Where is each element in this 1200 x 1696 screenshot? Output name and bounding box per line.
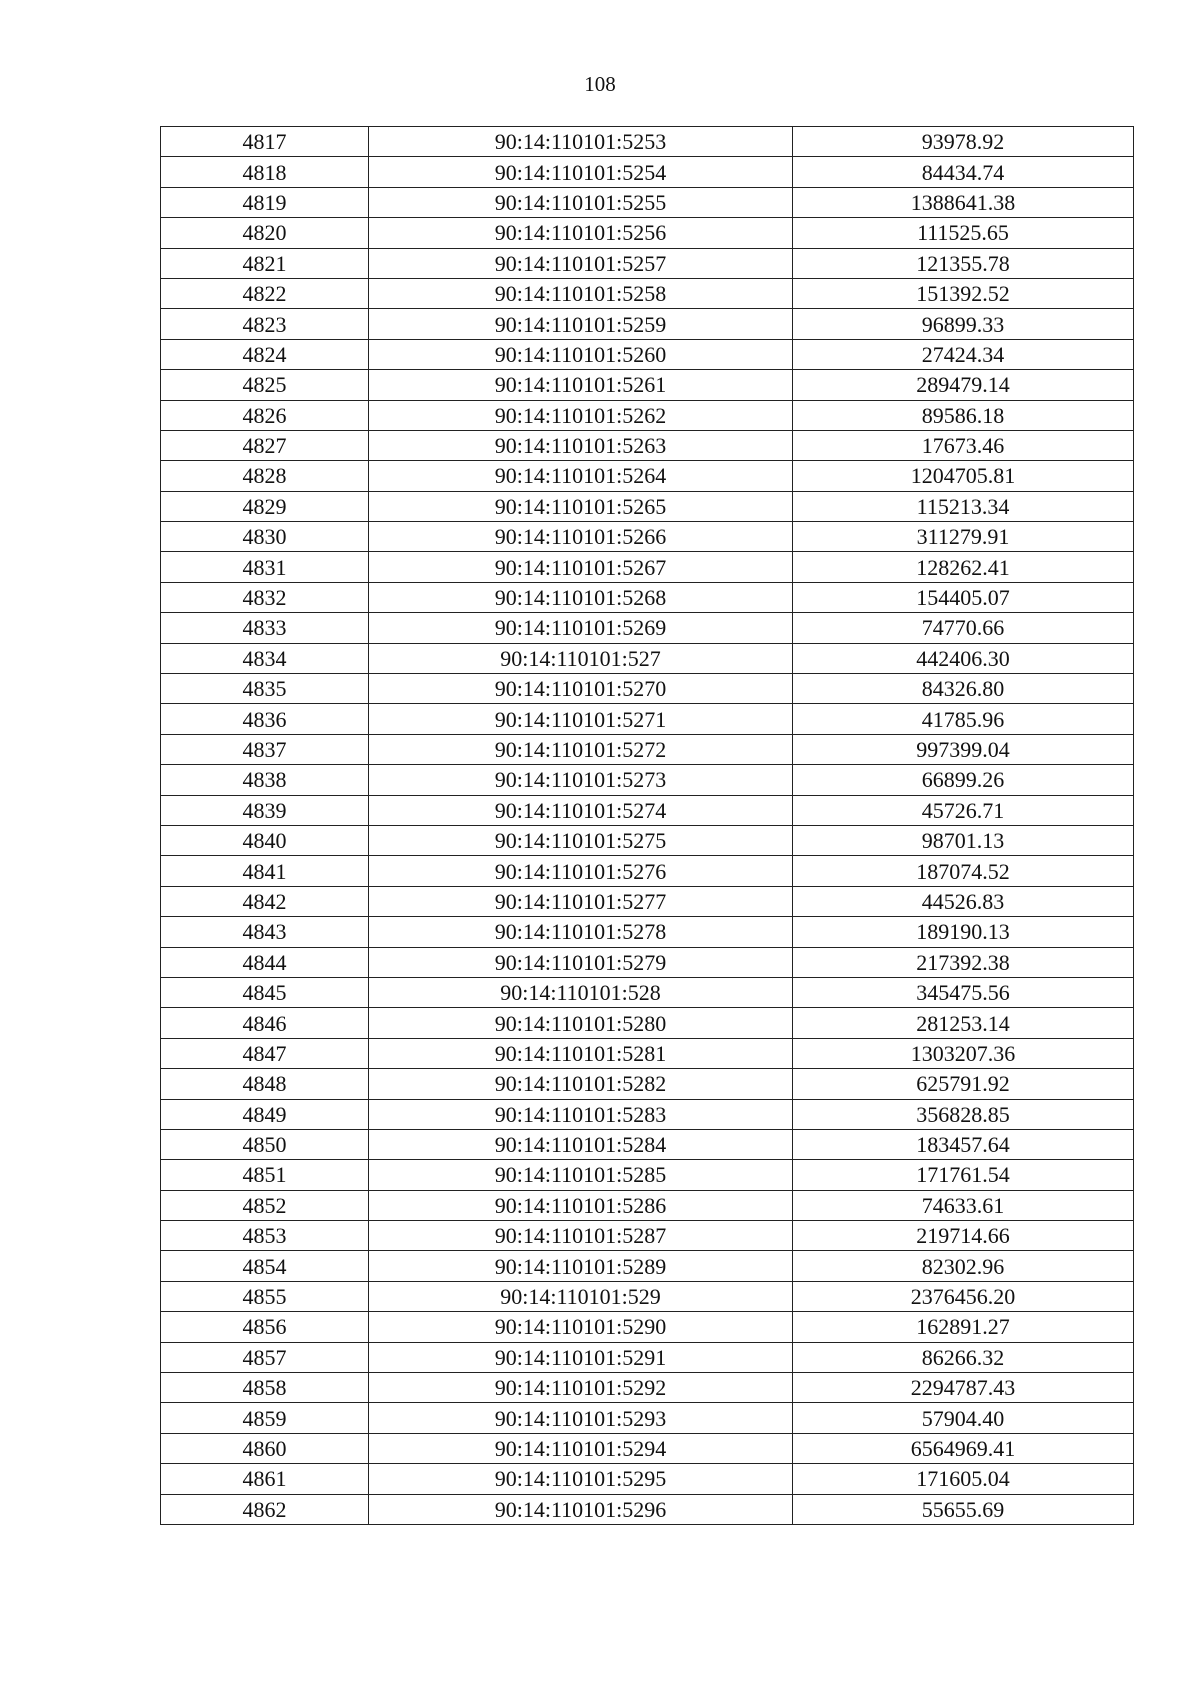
cadastral-number-cell: 90:14:110101:5270: [369, 674, 793, 704]
row-number-cell: 4846: [161, 1008, 369, 1038]
value-cell: 217392.38: [793, 947, 1134, 977]
row-number-cell: 4818: [161, 157, 369, 187]
table-row: [161, 704, 1134, 734]
cadastral-number-cell: 90:14:110101:5262: [369, 400, 793, 430]
row-number-cell: 4860: [161, 1433, 369, 1463]
value-cell: 345475.56: [793, 977, 1134, 1007]
value-cell: 171761.54: [793, 1160, 1134, 1190]
table-row: [161, 157, 1134, 187]
row-number-cell: 4817: [161, 127, 369, 157]
table-row: [161, 1069, 1134, 1099]
cadastral-number-cell: 90:14:110101:5293: [369, 1403, 793, 1433]
table-row: [161, 856, 1134, 886]
value-cell: 128262.41: [793, 552, 1134, 582]
cadastral-number-cell: 90:14:110101:5291: [369, 1342, 793, 1372]
cadastral-number-cell: 90:14:110101:5284: [369, 1129, 793, 1159]
row-number-cell: 4821: [161, 248, 369, 278]
cadastral-number-cell: 90:14:110101:5282: [369, 1069, 793, 1099]
value-cell: 171605.04: [793, 1464, 1134, 1494]
value-cell: 45726.71: [793, 795, 1134, 825]
cadastral-number-cell: 90:14:110101:5289: [369, 1251, 793, 1281]
row-number-cell: 4827: [161, 430, 369, 460]
value-cell: 442406.30: [793, 643, 1134, 673]
row-number-cell: 4838: [161, 765, 369, 795]
cadastral-number-cell: 90:14:110101:5279: [369, 947, 793, 977]
row-number-cell: 4843: [161, 917, 369, 947]
table-row: [161, 1433, 1134, 1463]
value-cell: 82302.96: [793, 1251, 1134, 1281]
table-row: [161, 674, 1134, 704]
value-cell: 154405.07: [793, 582, 1134, 612]
value-cell: 289479.14: [793, 370, 1134, 400]
value-cell: 57904.40: [793, 1403, 1134, 1433]
cadastral-number-cell: 90:14:110101:5258: [369, 278, 793, 308]
table-row: [161, 278, 1134, 308]
row-number-cell: 4823: [161, 309, 369, 339]
cadastral-number-cell: 90:14:110101:5295: [369, 1464, 793, 1494]
table-row: [161, 1494, 1134, 1524]
row-number-cell: 4820: [161, 218, 369, 248]
value-cell: 93978.92: [793, 127, 1134, 157]
row-number-cell: 4862: [161, 1494, 369, 1524]
table-row: [161, 795, 1134, 825]
cadastral-number-cell: 90:14:110101:5273: [369, 765, 793, 795]
table-row: [161, 1342, 1134, 1372]
row-number-cell: 4851: [161, 1160, 369, 1190]
table-row: [161, 187, 1134, 217]
value-cell: 187074.52: [793, 856, 1134, 886]
cadastral-number-cell: 90:14:110101:5253: [369, 127, 793, 157]
table-row: [161, 825, 1134, 855]
value-cell: 1388641.38: [793, 187, 1134, 217]
cadastral-number-cell: 90:14:110101:5269: [369, 613, 793, 643]
value-cell: 44526.83: [793, 886, 1134, 916]
cadastral-number-cell: 90:14:110101:5272: [369, 734, 793, 764]
cadastral-number-cell: 90:14:110101:5281: [369, 1038, 793, 1068]
table-row: [161, 339, 1134, 369]
row-number-cell: 4858: [161, 1373, 369, 1403]
value-cell: 1303207.36: [793, 1038, 1134, 1068]
value-cell: 2376456.20: [793, 1281, 1134, 1311]
cadastral-number-cell: 90:14:110101:5266: [369, 522, 793, 552]
table-row: [161, 552, 1134, 582]
value-cell: 162891.27: [793, 1312, 1134, 1342]
row-number-cell: 4842: [161, 886, 369, 916]
row-number-cell: 4856: [161, 1312, 369, 1342]
row-number-cell: 4831: [161, 552, 369, 582]
cadastral-number-cell: 90:14:110101:5286: [369, 1190, 793, 1220]
table-row: [161, 977, 1134, 1007]
value-cell: 17673.46: [793, 430, 1134, 460]
cadastral-table: [160, 126, 1134, 1525]
cadastral-number-cell: 90:14:110101:5296: [369, 1494, 793, 1524]
cadastral-number-cell: 90:14:110101:5271: [369, 704, 793, 734]
row-number-cell: 4854: [161, 1251, 369, 1281]
value-cell: 281253.14: [793, 1008, 1134, 1038]
table-row: [161, 218, 1134, 248]
value-cell: 66899.26: [793, 765, 1134, 795]
cadastral-number-cell: 90:14:110101:5285: [369, 1160, 793, 1190]
value-cell: 219714.66: [793, 1221, 1134, 1251]
row-number-cell: 4834: [161, 643, 369, 673]
row-number-cell: 4826: [161, 400, 369, 430]
value-cell: 2294787.43: [793, 1373, 1134, 1403]
row-number-cell: 4859: [161, 1403, 369, 1433]
cadastral-number-cell: 90:14:110101:5255: [369, 187, 793, 217]
value-cell: 84326.80: [793, 674, 1134, 704]
row-number-cell: 4836: [161, 704, 369, 734]
value-cell: 74770.66: [793, 613, 1134, 643]
cadastral-number-cell: 90:14:110101:527: [369, 643, 793, 673]
value-cell: 121355.78: [793, 248, 1134, 278]
cadastral-number-cell: 90:14:110101:5260: [369, 339, 793, 369]
row-number-cell: 4852: [161, 1190, 369, 1220]
value-cell: 1204705.81: [793, 461, 1134, 491]
table-row: [161, 491, 1134, 521]
cadastral-number-cell: 90:14:110101:5264: [369, 461, 793, 491]
table-row: [161, 947, 1134, 977]
table-row: [161, 1008, 1134, 1038]
cadastral-number-cell: 90:14:110101:5276: [369, 856, 793, 886]
value-cell: 151392.52: [793, 278, 1134, 308]
cadastral-number-cell: 90:14:110101:529: [369, 1281, 793, 1311]
table-row: [161, 400, 1134, 430]
value-cell: 41785.96: [793, 704, 1134, 734]
row-number-cell: 4855: [161, 1281, 369, 1311]
table-row: [161, 127, 1134, 157]
value-cell: 189190.13: [793, 917, 1134, 947]
value-cell: 111525.65: [793, 218, 1134, 248]
row-number-cell: 4861: [161, 1464, 369, 1494]
row-number-cell: 4832: [161, 582, 369, 612]
table-row: [161, 309, 1134, 339]
value-cell: 74633.61: [793, 1190, 1134, 1220]
cadastral-number-cell: 90:14:110101:5256: [369, 218, 793, 248]
table-row: [161, 765, 1134, 795]
row-number-cell: 4824: [161, 339, 369, 369]
row-number-cell: 4830: [161, 522, 369, 552]
value-cell: 625791.92: [793, 1069, 1134, 1099]
value-cell: 89586.18: [793, 400, 1134, 430]
table-row: [161, 1281, 1134, 1311]
table-row: [161, 430, 1134, 460]
cadastral-number-cell: 90:14:110101:5254: [369, 157, 793, 187]
table-row: [161, 734, 1134, 764]
cadastral-number-cell: 90:14:110101:5267: [369, 552, 793, 582]
cadastral-number-cell: 90:14:110101:5287: [369, 1221, 793, 1251]
cadastral-number-cell: 90:14:110101:5294: [369, 1433, 793, 1463]
row-number-cell: 4847: [161, 1038, 369, 1068]
table-row: [161, 1099, 1134, 1129]
row-number-cell: 4841: [161, 856, 369, 886]
table-row: [161, 613, 1134, 643]
row-number-cell: 4839: [161, 795, 369, 825]
cadastral-number-cell: 90:14:110101:528: [369, 977, 793, 1007]
row-number-cell: 4822: [161, 278, 369, 308]
row-number-cell: 4848: [161, 1069, 369, 1099]
value-cell: 96899.33: [793, 309, 1134, 339]
table-row: [161, 1373, 1134, 1403]
table-row: [161, 1251, 1134, 1281]
value-cell: 55655.69: [793, 1494, 1134, 1524]
value-cell: 98701.13: [793, 825, 1134, 855]
table-row: [161, 886, 1134, 916]
table-row: [161, 1464, 1134, 1494]
cadastral-number-cell: 90:14:110101:5290: [369, 1312, 793, 1342]
row-number-cell: 4840: [161, 825, 369, 855]
table-row: [161, 582, 1134, 612]
table-row: [161, 917, 1134, 947]
table-row: [161, 370, 1134, 400]
row-number-cell: 4850: [161, 1129, 369, 1159]
cadastral-number-cell: 90:14:110101:5265: [369, 491, 793, 521]
cadastral-number-cell: 90:14:110101:5274: [369, 795, 793, 825]
row-number-cell: 4825: [161, 370, 369, 400]
row-number-cell: 4853: [161, 1221, 369, 1251]
table-row: [161, 1312, 1134, 1342]
row-number-cell: 4844: [161, 947, 369, 977]
cadastral-number-cell: 90:14:110101:5259: [369, 309, 793, 339]
table-row: [161, 1160, 1134, 1190]
row-number-cell: 4819: [161, 187, 369, 217]
table-row: [161, 522, 1134, 552]
cadastral-number-cell: 90:14:110101:5280: [369, 1008, 793, 1038]
cadastral-number-cell: 90:14:110101:5257: [369, 248, 793, 278]
table-row: [161, 1129, 1134, 1159]
table-body: [161, 127, 1134, 1525]
table-row: [161, 1038, 1134, 1068]
cadastral-number-cell: 90:14:110101:5283: [369, 1099, 793, 1129]
cadastral-number-cell: 90:14:110101:5268: [369, 582, 793, 612]
row-number-cell: 4835: [161, 674, 369, 704]
value-cell: 27424.34: [793, 339, 1134, 369]
cadastral-number-cell: 90:14:110101:5275: [369, 825, 793, 855]
row-number-cell: 4833: [161, 613, 369, 643]
cadastral-number-cell: 90:14:110101:5277: [369, 886, 793, 916]
table-row: [161, 1190, 1134, 1220]
cadastral-number-cell: 90:14:110101:5261: [369, 370, 793, 400]
row-number-cell: 4845: [161, 977, 369, 1007]
page-number: 108: [584, 72, 616, 96]
value-cell: 356828.85: [793, 1099, 1134, 1129]
row-number-cell: 4837: [161, 734, 369, 764]
value-cell: 86266.32: [793, 1342, 1134, 1372]
cadastral-number-cell: 90:14:110101:5292: [369, 1373, 793, 1403]
row-number-cell: 4829: [161, 491, 369, 521]
value-cell: 84434.74: [793, 157, 1134, 187]
value-cell: 311279.91: [793, 522, 1134, 552]
table-row: [161, 248, 1134, 278]
row-number-cell: 4857: [161, 1342, 369, 1372]
table-row: [161, 1221, 1134, 1251]
value-cell: 115213.34: [793, 491, 1134, 521]
cadastral-number-cell: 90:14:110101:5278: [369, 917, 793, 947]
cadastral-number-cell: 90:14:110101:5263: [369, 430, 793, 460]
table-row: [161, 461, 1134, 491]
value-cell: 997399.04: [793, 734, 1134, 764]
row-number-cell: 4828: [161, 461, 369, 491]
row-number-cell: 4849: [161, 1099, 369, 1129]
value-cell: 6564969.41: [793, 1433, 1134, 1463]
table-row: [161, 643, 1134, 673]
table-row: [161, 1403, 1134, 1433]
value-cell: 183457.64: [793, 1129, 1134, 1159]
